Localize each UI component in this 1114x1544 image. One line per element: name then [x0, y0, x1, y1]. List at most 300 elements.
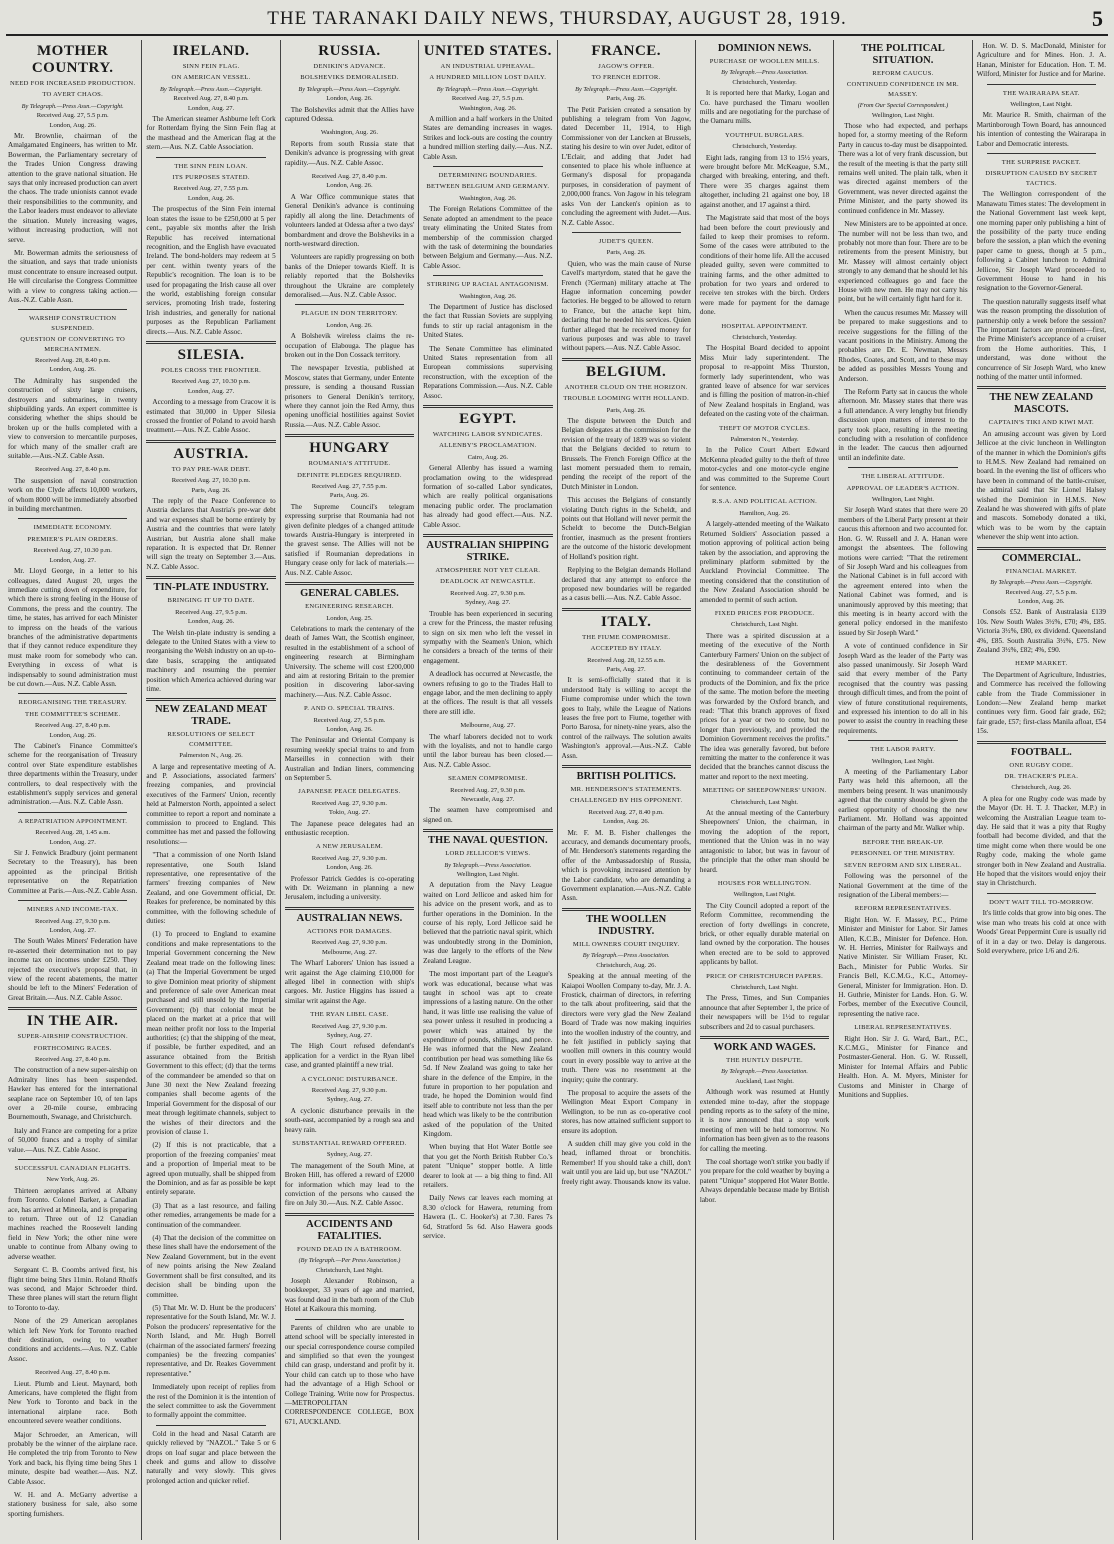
paragraph: Quien, who was the main cause of Nurse Cavell's martyrdom, stated that he gave the French (?German) military attache at The Hague information concerning powder factories. He begged to be allowed to return to France, but the attache kept him, declaring that he needed his services. Quien further alleged that he received money for various purposes and was able to travel without papers.—Aus. N.Z. Cable Assoc.	[561, 259, 691, 353]
double-rule-divider	[146, 440, 275, 443]
paragraph: (1) To proceed to England to examine conditions and make representations to the Imperial Government concerning the New Zealand meat trade on the following lines: (a) That the Imperial Government be urged to give Dominion meat priority of shipment and preference of sale over American meat purchased and still unsold by the Imperial Government; (b) that colonial meat be placed on the market at a price that will mean neither profit nor loss to the Imperial authorities; (c) that the shipping of the meat, if possible, be further expedited, and an assurance obtained from the British Government to this effect; (d) that the terms of the commandeer be amended so that on June 30 next the New Zealand freezing companies shall become agents of the Imperial Government for the disposal of our meat through legitimate channels, subject to the wishes of their directors and the provision of clause 1.	[146, 930, 276, 1136]
received-line: London, Aug. 26.	[326, 864, 373, 872]
paragraph: A vote of continued confidence in Sir Joseph Ward as the leader of the Party was also passed unanimously. Sir Joseph Ward said that every member of the Party recognised that the country was passing through difficult times, and from the point of view of future constitutional requirements, and expressed his intention to do all in his power to assist the country in reaching these requirements.	[838, 642, 968, 735]
dateline: By Telegraph.—Press Association.	[721, 1068, 808, 1076]
columns	[4, 40, 1110, 1540]
double-rule-divider	[285, 1213, 414, 1216]
paragraph: A plea for one Rugby code was made by the Mayor (Dr. H. T. J. Thacker, M.P.) in welcoming the Australian League team to-day. He said that it was a pity that Rugby football had become divided, and that the time might come when there would be one Rugby code, making the whole game stronger both in New Zealand and Australia. He hoped that the visitors would enjoy their stay in Christchurch.	[976, 794, 1106, 888]
received-line: London, Aug. 27.	[187, 104, 235, 112]
subheadline: SINN FEIN FLAG.	[182, 63, 240, 70]
dateline: By Telegraph.—Press Assn.—Copyright.	[436, 85, 539, 93]
received-line: London, Aug. 27.	[49, 926, 96, 934]
rule-divider	[848, 740, 957, 741]
paragraph: The American steamer Ashburne left Cork for Rotterdam flying the Sinn Fein flag at the masthead and the American flag at the stern.—Aus. N.Z. Cable Association.	[146, 115, 276, 152]
subheadline: SUBSTANTIAL REWARD OFFERED.	[292, 1140, 407, 1147]
paragraph: Trouble has been experienced in securing a crew for the Princess, the master refusing to sign on six men who left the vessel in sympathy with the Seamen's Union, which he considers a breach of the terms of their engagement.	[423, 609, 553, 665]
subheadline: JAPANESE PEACE DELEGATES.	[298, 788, 401, 796]
paragraph: A Bolshevik wireless claims the re-occupation of Elabouga. The plague has broken out in the Don Cossack territory.	[284, 332, 415, 359]
received-line: Received Aug. 27, 9.30 p.m.	[311, 1086, 388, 1094]
paragraph: The dispute between the Dutch and Belgian delegates at the commission for the revision of the treaty of 1839 was so violent that the Belgians decided to return to Brussels. The French Foreign Office at the last moment persuaded them to remain, pending the receipt of the report of the Dutch Minister in London.	[561, 417, 691, 491]
headline: EGYPT.	[459, 411, 517, 427]
paragraph: The newspaper Izvestia, published at Moscow, states that Germany, under Entente pressure, is sending a thousand Russian prisoners to General Denikin's territory, where they cannot join the Red Army, thus opening unofficial hostilities against Soviet Russia.—Aus. N.Z. Cable Assoc.	[284, 364, 415, 429]
headline: HUNGARY	[309, 440, 390, 457]
column-6	[696, 40, 834, 1540]
received-line: Wellington, Last Night.	[1010, 101, 1073, 109]
received-line: Cairo, Aug. 26.	[467, 453, 509, 461]
dateline: By Telegraph.—Press Association.	[721, 69, 808, 77]
subheadline: ITS PURPOSES STATED.	[172, 174, 250, 182]
received-line: London, Aug. 26.	[49, 366, 96, 374]
paragraph: (5) That Mr. W. D. Hunt be the producers' representative for the South Island, Mr. W. J. Polson the producers' representative for the North Island, and Mr. Hugh Borrell (chairman of the associated farmers' freezing companies) be the freezing companies' representative, and Dr. Reakes Government representative."	[146, 1303, 276, 1378]
subheadline: THE FIUME COMPROMISE.	[582, 633, 671, 641]
rule-divider	[433, 166, 542, 167]
subheadline: DENIKIN'S ADVANCE.	[313, 63, 386, 70]
headline: DOMINION NEWS.	[717, 43, 812, 54]
paragraph: Right Hon. W. F. Massey, P.C., Prime Minister and Minister for Labor. Sir James Allen, K.C.B., Minister for Defence. Hon. W. H. Herries, Minister for Railways and Native Minister. Sir William Fraser, Kt. Bach., Minister for Public Works. Sir Francis Bell, K.C.M.G., K.C., Attorney-General, Minister for Immigration. Hon. D. H. Guthrie, Minister for Lands. Hon. G. W. Forbes, member of the Executive Council, representing the native race.	[838, 915, 968, 1018]
received-line: London, Aug. 26.	[49, 121, 96, 129]
rule-divider	[156, 1425, 265, 1426]
received-line: Sydney, Aug. 27.	[326, 1151, 373, 1159]
paragraph: The Magistrate said that most of the boys had been before the court previously and failed to keep their promises to reform. Some of the cases were attributed to the conditions of their home life. All the accused pleaded guilty, seven were committed to training farms, and the other admitted to probation for two years and ordered to receive ten strokes with the birch. Orders were made for payment for the damage done.	[699, 214, 830, 317]
subheadline: CAPTAIN'S TIKI AND KIWI MAT.	[988, 419, 1094, 427]
subheadline: ON AMERICAN VESSEL.	[171, 74, 251, 82]
paragraph: Volunteers are rapidly progressing on both banks of the Dnieper towards Kieff. It is reliably reported that the Bolsheviks throughout the Ukraine are completely demoralised.—Aus. N.Z. Cable Assoc.	[284, 253, 415, 299]
received-line: Christchurch, Last Night.	[731, 621, 799, 629]
rule-divider	[295, 1319, 404, 1320]
received-line: Received Aug. 27, 8.40 p.m.	[311, 173, 388, 181]
received-line: Received Aug. 27, 5.5 p.m.	[36, 112, 109, 120]
paragraph: The Wellington correspondent of the Manawatu Times states: The development in the National Government last week kept, one morning paper only publishing a hint of the possibility of the party truce ending before the session, a plan which the evening paper came to guess, though at 5 p.m., following a Cabinet luncheon to Admiral Jellicoe, Sir Joseph Ward proceeded to Government House to hand in his resignation to the Governor-General.	[976, 190, 1106, 293]
subheadline: BEFORE THE BREAK-UP.	[862, 838, 944, 846]
received-line: Received Aug. 28, 8.40 p.m.	[35, 356, 111, 364]
received-line: Sydney, Aug. 27.	[465, 599, 511, 607]
paragraph: It is reported here that Marky, Logan and Co. have purchased the Timaru woollen mills and are negotiating for the purchase of the Oamaru mills.	[699, 89, 830, 126]
subheadline: A REPATRIATION APPOINTMENT.	[18, 817, 128, 825]
subheadline: THE SINN FEIN LOAN.	[174, 162, 248, 170]
subheadline: REORGANISING THE TREASURY.	[18, 699, 127, 707]
received-line: London, Aug. 26.	[326, 95, 373, 103]
paragraph: A million and a half workers in the United States are demanding increases in wages. Strikes and lock-outs are costing the country a hundred million sterling daily.—Aus. N.Z. Cable Assn.	[423, 115, 553, 161]
paragraph: Those who had expected, and perhaps hoped for, a stormy meeting of the Reform Party in caucus to-day must be disappointed. There was a lot of very frank discussion, but the result of the meeting is that the party still remains well united. The plain talk, when it was directed against members of the Government, was never directed against the Prime Minister, and the party showed its continued confidence in Mr. Massey.	[838, 122, 968, 215]
headline: THE NAVAL QUESTION.	[428, 835, 548, 847]
paragraph: (2) If this is not practicable, that a proportion of the freezing companies' meat and a proportion of Imperial meat to be agreed upon mutually, shall be shipped from the Dominion, and as far as possible be kept entirely separate.	[146, 1141, 276, 1197]
double-rule-divider	[423, 405, 552, 408]
subheadline: PREMIER'S PLAIN ORDERS.	[27, 535, 119, 543]
subheadline: DISRUPTION CAUSED BY SECRET TACTICS.	[985, 170, 1098, 187]
subheadline: A NEW JERUSALEM.	[315, 843, 383, 851]
headline: UNITED STATES.	[423, 43, 552, 59]
paragraph: Replying to the Belgian demands Holland declared that any attempt to enforce the proposed new boundaries will be regarded as a casus belli.—Aus. N.Z. Cable Assoc.	[561, 566, 691, 603]
headline: RUSSIA.	[318, 43, 381, 59]
received-line: Wellington, Last Night.	[871, 757, 934, 765]
subheadline: ROUMANIA'S ATTITUDE.	[308, 460, 391, 468]
subheadline: WATCHING LABOR SYNDICATES.	[432, 431, 543, 438]
received-line: Received Aug. 27, 9.5 p.m.	[175, 608, 248, 616]
received-line: Washington, Aug. 26.	[320, 129, 379, 137]
double-rule-divider	[977, 741, 1106, 744]
paragraph: The Cabinet's Finance Committee's scheme for the reorganisation of Treasury control over State expenditure establishes three departments within the Treasury, under controllers, to deal respectively with the establishment's supply services and general administration.—Aus. N.Z. Cable Assn.	[8, 742, 138, 807]
headline: WORK AND WAGES.	[713, 1042, 816, 1053]
subheadline: YOUTHFUL BURGLARS.	[724, 131, 805, 139]
subheadline: PLAGUE IN DON TERRITORY.	[301, 310, 398, 318]
subheadline: TROUBLE LOOMING WITH HOLLAND.	[563, 395, 690, 403]
received-line: Received Aug. 27, 9.30 p.m.	[311, 939, 388, 947]
received-line: Washington, Aug. 26.	[459, 104, 517, 112]
received-line: Melbourne, Aug. 27.	[322, 948, 377, 956]
paragraph: It's little colds that grow into big ones. The wise man who treats his cold at once with Woods' Great Peppermint Cure is usually rid of it in a day or two. Delay is dangerous. Sold everywhere, price 1/6 and 2/6.	[976, 909, 1106, 955]
double-rule-divider	[977, 386, 1106, 389]
received-line: London, Aug. 26.	[49, 731, 96, 739]
dateline: (From Our Special Correspondent.)	[857, 102, 949, 110]
subheadline: MEETING OF SHEEPOWNERS' UNION.	[702, 787, 827, 795]
received-line: Received Aug. 27, 8.40 p.m.	[35, 1055, 111, 1063]
received-line: London, Aug. 26.	[326, 182, 373, 190]
headline: AUSTRIA.	[173, 445, 249, 462]
dateline: By Telegraph.—Press Assn.—Copyright.	[160, 85, 263, 93]
paragraph: The reply of the Peace Conference to Austria declares that Austria's pre-war debt and war expenses shall be borne entirely by Austria and the countries that were lately Austrian, but Austria alone shall make reparation. It is expected that Dr. Renner will sign the treaty on September 3.—Aus. N.Z. Cable Assoc.	[146, 497, 276, 571]
paragraph: The management of the South Mine, at Broken Hill, has offered a reward of £2000 for information which may lead to the conviction of the persons who caused the fire on July 30.—Aus. N.Z. Cable Assoc.	[284, 1161, 415, 1208]
received-line: Palmerston N., Yesterday.	[730, 436, 799, 444]
received-line: Wellington, Last Night.	[456, 871, 519, 879]
received-line: Christchurch, Aug. 26.	[1011, 784, 1072, 792]
subheadline: NEED FOR INCREASED PRODUCTION.	[9, 80, 136, 87]
headline: TIN-PLATE INDUSTRY.	[153, 582, 269, 594]
paragraph: (3) That as a last resource, and failing other remedies, arrangements be made for a continuation of the commandeer.	[146, 1201, 276, 1229]
paragraph: A meeting of the Parliamentary Labor Party was held this afternoon, all the members being present. It was unanimously agreed that the country should be given the earliest opportunity of choosing the new Parliament. Mr. Holland was appointed chairman of the party and Mr. Walker whip.	[838, 768, 968, 833]
subheadline: THEFT OF MOTOR CYCLES.	[719, 424, 811, 432]
paragraph: Cold in the head and Nasal Catarrh are quickly relieved by "NAZOL." Take 5 or 6 drops on loaf sugar and place between the cheek and gums and allow to dissolve naturally and very slowly. This gives prolonged action and quicker relief.	[146, 1429, 276, 1485]
masthead	[6, 4, 1108, 36]
paragraph: Mr. Maurice R. Smith, chairman of the Martinborough Town Board, has announced his intention of contesting the Wairarapa in Labor and Democratic interests.	[976, 111, 1106, 148]
double-rule-divider	[146, 341, 275, 344]
rule-divider	[18, 693, 127, 694]
paragraph: An amusing account was given by Lord Jellicoe at the civic luncheon in Wellington of the manner in which the Dominion's gifts to H.M.S. New Zealand had remained on board. In the evening the list of officers who have been in command of the battle-cruiser, the admiral said that Sir Lionel Halsey wished the Dominion in H.M.S. New Zealand he was showered with gifts of plate and mascots. Somebody donated a tiki, which was to be worn by the captain whenever the ship went into action.	[976, 429, 1106, 542]
paragraph: Right Hon. Sir J. G. Ward, Bart., P.C., K.C.M.G., Minister for Finance and Postmaster-General. Hon. G. W. Russell, Minister for Internal Affairs and Public Health. Hon. A. M. Myers, Minister for Customs and Minister in Charge of Munitions and Supplies.	[838, 1034, 968, 1100]
subheadline: SUCCESSFUL CANADIAN FLIGHTS.	[14, 1165, 131, 1173]
subheadline: DETERMINING BOUNDARIES.	[438, 172, 538, 180]
headline: BRITISH POLITICS.	[576, 771, 676, 782]
rule-divider	[433, 275, 542, 276]
subheadline: THE COMMITTEE'S SCHEME.	[24, 710, 121, 718]
paragraph: Although work was resumed at Huntly extended mine to-day, after the stoppage pending reports as to the safety of the mine, it is now announced that a stop work meeting of men will be held tomorrow. No information has been given as to the reasons for calling the meeting.	[699, 1088, 830, 1153]
dateline: By Telegraph.—Press Assn.—Copyright.	[21, 102, 124, 110]
subheadline: JUDET'S QUEEN.	[598, 237, 654, 245]
paragraph: Lieut. Plumb and Lieut. Maynard, both Americans, have completed the flight from New York to Toronto and back in the international airplane race. Both encountered severe weather conditions.	[8, 1379, 138, 1426]
subheadline: HOUSES FOR WELLINGTON.	[717, 879, 812, 887]
rule-divider	[987, 893, 1096, 894]
headline: SILESIA.	[177, 346, 245, 363]
double-rule-divider	[146, 576, 275, 579]
subheadline: ALLENBY'S PROCLAMATION.	[439, 442, 537, 450]
received-line: Auckland, Last Night.	[735, 1077, 794, 1085]
received-line: Received Aug. 27, 5.5 p.m.	[1005, 588, 1078, 596]
double-rule-divider	[562, 765, 691, 768]
paragraph: Hon. W. D. S. MacDonald, Minister for Agriculture and for Mines. Hon. J. A. Hanan, Minister for Education. Hon. T. M. Wilford, Minister for Justice and for Marine.	[976, 42, 1106, 79]
paragraph: The Department of Agriculture, Industries, and Commerce has received the following cable from the Trade Commissioner in London:—New Zealand hemp market continues very firm. Good fair grade, £62; fair grade, £57; first-class Manila afloat, £54 15s.	[976, 670, 1106, 736]
received-line: Washington, Aug. 26.	[459, 194, 517, 202]
paragraph: At the annual meeting of the Canterbury Sheepowners' Union, the chairman, in moving the adoption of the report, mentioned that the Union was in no way antagonistic to labor, but was in favour of the principle that the other man should be heard.	[699, 809, 830, 874]
subheadline: SEVEN REFORM AND SIX LIBERAL.	[844, 861, 962, 869]
paragraph: A deputation from the Navy League waited on Lord Jellicoe and asked him for his advice on the present work, and as to further operations in the Dominion. In the course of his reply, Lord Jellicoe said he believed that the patriotic naval spirit, which was undoubtedly strong in the Dominion, was due largely to the efforts of the New Zealand League.	[423, 881, 553, 965]
paragraph: New Ministers are to be appointed at once. The number will not be less than two, and probably not more than four. There are to be retirements from the present Ministry, but Mr. Massey will almost certainly object strongly to any demand that he should let his experienced colleagues go and face the House with new men. He may not carry his point, but he will certainly fight hard for it.	[838, 220, 968, 304]
subheadline: TO AVERT CHAOS.	[42, 91, 104, 99]
subheadline: WARSHIP CONSTRUCTION SUSPENDED.	[29, 315, 117, 332]
paragraph: Eight lads, ranging from 13 to 15½ years, were brought before Mr. McKeague, S.M., charged with breaking, entering, and theft. There were 35 charges against them altogether, including 21 against one boy, 18 against another, and 17 against a third.	[699, 153, 830, 209]
received-line: Palmerston N., Aug. 26.	[179, 752, 243, 760]
subheadline: THE WAIRARAPA SEAT.	[1002, 89, 1080, 97]
subheadline: BOLSHEVIKS DEMORALISED.	[300, 74, 399, 82]
subheadline: FIXED PRICES FOR PRODUCE.	[714, 609, 815, 617]
dateline: By Telegraph.—Press Assn.—Copyright.	[990, 579, 1093, 587]
received-line: Received Aug. 27, 9.30 p.m.	[35, 917, 111, 925]
rule-divider	[572, 232, 681, 233]
received-line: Received Aug. 27, 7.55 p.m.	[311, 483, 388, 491]
received-line: Received Aug. 27, 9.30 p.m.	[450, 589, 526, 597]
received-line: Wellington, Last Night.	[733, 891, 796, 899]
received-line: Received Aug. 27, 7.55 p.m.	[173, 185, 249, 193]
subheadline: ATMOSPHERE NOT YET CLEAR.	[435, 567, 541, 575]
headline: IN THE AIR.	[26, 1013, 119, 1030]
received-line: Wellington, Last Night.	[871, 111, 934, 119]
headline: BELGIUM.	[586, 363, 667, 380]
paragraph: The City Council adopted a report of the Reform Committee, recommending the erection of forty dwellings in concrete, brick, or other equally durable material on land owned by the corporation. The houses when erected are to be sold to approved applicants by ballot.	[699, 901, 830, 967]
paragraph: According to a message from Cracow it is estimated that 30,000 in Upper Silesia crossed the frontier of Poland to avoid harsh treatment.—Aus. N.Z. Cable Assoc.	[146, 398, 276, 435]
paragraph: The Admiralty has suspended the construction of sixty large cruisers, destroyers and submarines, in twenty shipbuilding yards. An expert committee is considering whether the ships should be broken up or the hulls completed with a view to conversion to mercantile purposes, for which many of the smaller craft are suitable.—Aus.-N.Z. Cable Assn.	[8, 376, 138, 461]
paragraph: The South Wales Miners' Federation have re-asserted their determination not to pay income tax on incomes under £250. They rejected the executive's proposal that, in view of the recent abatements, the matter should be left to the Miners' Federation of Great Britain.—Aus. N.Z. Cable Assoc.	[8, 937, 138, 1002]
paragraph: Italy and France are competing for a prize of 50,000 francs and a trophy of similar value.—Aus. N.Z. Cable Assoc.	[8, 1126, 138, 1154]
subheadline: FINANCIAL MARKET.	[1005, 567, 1077, 575]
subheadline: ENGINEERING RESEARCH.	[305, 603, 394, 611]
paragraph: The coal shortage won't strike you badly if you prepare for the cold weather by buying a patent "Unique" stoppered Hot Water Bottle. Always dependable because made by British labor.	[699, 1158, 830, 1204]
received-line: Received Aug. 28, 12.55 a.m.	[587, 656, 666, 664]
dateline: By Telegraph.—Press Assn.—Copyright.	[298, 85, 401, 93]
paragraph: The High Court refused defendant's application for a verdict in the Ryan libel case, and granted plaintiff a new trial.	[284, 1042, 415, 1070]
double-rule-divider	[285, 434, 414, 437]
paragraph: A cyclonic disturbance prevails in the south-east, accompanied by a rough sea and heavy rain.	[284, 1106, 415, 1134]
received-line: Received Aug. 27, 9.30 p.m.	[311, 854, 388, 862]
dateline: By Telegraph.—Press Assn.—Copyright.	[575, 85, 678, 93]
dateline: By Telegraph.—Press Association.	[444, 861, 532, 869]
headline: AUSTRALIAN NEWS.	[296, 912, 403, 924]
received-line: Received Aug. 27, 8.40 p.m.	[588, 808, 664, 816]
rule-divider	[18, 812, 127, 813]
paragraph: The prospectus of the Sinn Fein internal loan states the issue to be £250,000 at 5 per cent., payable six months after the Irish Republic has received international recognition, and the English have evacuated Ireland. The bond-holders may redeem at 5 per cent. within twenty years of the Republic's recognition. The loan is to be used for propagating the Irish cause all over the world, establishing foreign consular services, promoting Irish trade, fostering Irish industries, and generally for national purposes as the Republican Parliament directs.—Aus. N.Z. Cable Assoc.	[146, 205, 276, 336]
received-line: Sydney, Aug. 27.	[326, 1096, 373, 1104]
received-line: Received Aug. 27, 10.30 p.m.	[171, 477, 251, 485]
received-line: Paris, Aug. 27.	[606, 665, 646, 673]
paragraph: Celebrations to mark the centenary of the death of James Watt, the Scottish engineer, resulted in the establishment of a school of engineering research at Birmingham University. The scheme will cost £200,000 and aim at restoring Britain to the premier position in discovering labor-saving machinery.—Aus. N.Z. Cable Assoc.	[284, 624, 415, 699]
subheadline: IMMEDIATE ECONOMY.	[33, 524, 112, 532]
column-3	[281, 40, 419, 1540]
subheadline: MR. HENDERSON'S STATEMENTS.	[570, 786, 682, 793]
received-line: Christchurch, Last Night.	[731, 798, 799, 806]
subheadline: PURCHASE OF WOOLLEN MILLS.	[709, 58, 820, 65]
double-rule-divider	[562, 608, 691, 611]
received-line: Paris, Aug. 26.	[329, 492, 369, 500]
paragraph: The Department of Justice has disclosed the fact that Russian Soviets are supplying funds to stir up racial antagonism in the United States.	[423, 302, 553, 340]
subheadline: PRICE OF CHRISTCHURCH PAPERS.	[706, 972, 824, 980]
subheadline: ANOTHER CLOUD ON THE HORIZON.	[564, 383, 688, 391]
received-line: Christchurch, Yesterday.	[732, 143, 797, 151]
subheadline: DEFINITE PLEDGES REQUIRED.	[297, 471, 402, 479]
paragraph: A sudden chill may give you cold in the head, inflamed throat or bronchitis. Remember! If you should take a chill, don't wait until you are laid up, but use "NAZOL" freely right away. Thousands know its value.	[561, 1140, 691, 1186]
subheadline: JAGOW'S OFFER.	[598, 63, 655, 70]
subheadline: REFORM CAUCUS.	[872, 70, 934, 77]
subheadline: POLES CROSS THE FRONTIER.	[161, 366, 262, 374]
rule-divider	[18, 1159, 127, 1160]
subheadline: THE LABOR PARTY.	[870, 746, 936, 754]
paragraph: The Bolsheviks admit that the Allies have captured Odessa.	[284, 105, 415, 124]
paragraph: Thirteen aeroplanes arrived at Albany from Toronto. Colonel Barker, a Canadian ace, has arrived at Mineola, and is preparing to return. Three out of 12 Canadian machines reached the Roosevelt landing field in New York; the other nine were unable to continue from Albany owing to adverse weather.	[8, 1186, 138, 1261]
received-line: London, Aug. 26.	[603, 818, 650, 826]
subheadline: SEAMEN COMPROMISE.	[448, 775, 528, 783]
column-7	[834, 40, 972, 1540]
rule-divider	[848, 467, 957, 468]
received-line: Received Aug. 27, 9.30 p.m.	[311, 799, 388, 807]
received-line: Received Aug. 27, 10.30 p.m.	[33, 547, 112, 555]
paragraph: Major Schroeder, an American, will probably be the winner of the airplane race. He completed the trip from Toronto to New York and back, his flying time being 5hrs 1 minute, despite bad weather.—Aus. N.Z. Cable Assoc.	[8, 1430, 138, 1486]
received-line: New York, Aug. 26.	[46, 1176, 99, 1184]
received-line: Paris, Aug. 26.	[606, 249, 646, 257]
double-rule-divider	[562, 358, 691, 361]
subheadline: MILL OWNERS COURT INQUIRY.	[572, 940, 680, 948]
paragraph: In the Police Court Albert Edward McKenna pleaded guilty to the theft of three motor-cycles and one motor-cycle engine and was committed to the Supreme Court for sentence.	[699, 446, 830, 493]
received-line: Hamilton, Aug. 26.	[739, 509, 790, 517]
paragraph: The Supreme Council's telegram expressing surprise that Roumania had not given definite pledges of a changed attitude towards Austria-Hungary is interpreted in the gravest sense. The Allies will not be satisfied if Roumanian depredations in Hungary cease only for lack of materials.—Aus. N.Z. Cable Assoc.	[284, 502, 415, 577]
paragraph: The wharf laborers decided not to work with the loyalists, and not to handle cargo until the labor bureau has been closed.—Aus. N.Z. Cable Assoc.	[423, 732, 553, 769]
headline: NEW ZEALAND MEAT TRADE.	[154, 704, 268, 728]
received-line: London, Aug. 27.	[49, 556, 96, 564]
received-line: Christchurch, Last Night.	[315, 1266, 383, 1274]
subheadline: ACTIONS FOR DAMAGES.	[306, 927, 392, 935]
subheadline: BRINGING IT UP TO DATE.	[167, 597, 255, 605]
received-line: London, Aug. 26.	[326, 725, 373, 733]
page-number: 5	[1092, 6, 1104, 31]
rule-divider	[987, 84, 1096, 85]
subheadline: CONTINUED CONFIDENCE IN MR. MASSEY.	[846, 81, 959, 98]
paragraph: (4) That the decision of the committee on these lines shall have the endorsement of the New Zealand Government, but in the event of new points arising the New Zealand Government shall be first consulted, and its decision shall be binding upon the committee.	[146, 1234, 276, 1299]
received-line: Sydney, Aug. 27.	[326, 1031, 373, 1039]
received-line: Christchurch, Yesterday.	[732, 333, 797, 341]
paragraph: Mr. Bowerman admits the seriousness of the situation, and says that trade unionists must concentrate to ensure increased output. He will circularise the Congress Committee with a view to congress taking action.—Aus.-N.Z. Cable Assn.	[8, 248, 138, 304]
subheadline: P. AND O. SPECIAL TRAINS.	[304, 705, 395, 713]
received-line: Received Aug. 27, 8.40 p.m.	[173, 95, 249, 103]
double-rule-divider	[700, 1036, 829, 1039]
received-line: London, Aug. 26.	[326, 321, 373, 329]
received-line: Melbourne, Aug. 27.	[460, 722, 516, 730]
headline: IRELAND.	[172, 43, 250, 59]
rule-divider	[18, 309, 127, 310]
received-line: Wellington, Last Night.	[871, 496, 934, 504]
paragraph: The suspension of naval construction work on the Clyde affects 10,000 workers, of whom 8000 will be immediately absorbed in building merchantmen.	[8, 476, 138, 514]
dateline: By Telegraph.—Press Association.	[582, 952, 670, 960]
received-line: Christchurch, Last Night.	[731, 983, 799, 991]
paragraph: The Foreign Relations Committee of the Senate adopted an amendment to the peace treaty eliminating the United States from membership of the commission charged with the task of determining the boundaries between Belgium and Germany.—Aus. N.Z. Cable Assoc.	[423, 205, 553, 270]
subheadline: THE HUNTLY DISPUTE.	[726, 1057, 803, 1064]
headline: MOTHER COUNTRY.	[31, 43, 114, 76]
received-line: London, Aug. 27.	[49, 838, 96, 846]
paragraph: Sir Joseph Ward states that there were 20 members of the Liberal Party present at their caucus this afternoon and two accounted for. Hon. G. W. Russell and J. A. Hanan were amongst the absentees. The following motions were carried: "That the retirement of Sir Joseph Ward and his colleagues from the National Cabinet is in full accord with the agreement entered into when the National Cabinet was formed, and is unanimously approved by this meeting; that this meeting is in hearty accord with the general policy endorsed in the manifesto issued by Sir Joseph Ward."	[838, 506, 968, 637]
paragraph: Joseph Alexander Robinson, a bookkeeper, 33 years of age and married, was found dead in the bath room of the Club Hotel at Kaikoura this morning.	[284, 1277, 415, 1314]
double-rule-divider	[285, 582, 414, 585]
paragraph: Parents of children who are unable to attend school will be specially interested in our special correspondence course compiled and simplified so that even the youngest child can grasp, understand and profit by it. Your child can catch up to those who have had the advantage of a High School or College Training. Write now for Prospectus.—METROPOLITAN CORRESPONDENCE COLLEGE, BOX 671, AUCKLAND.	[284, 1323, 415, 1426]
subheadline: THE RYAN LIBEL CASE.	[310, 1011, 389, 1019]
double-rule-divider	[423, 534, 552, 537]
paragraph: The Hospital Board decided to appoint Miss Muir lady superintendent. The proposal to re-appoint Miss Thurston, formerly lady superintendent, who was granted leave of absence for war services and is filling the position of matron-in-chief of New Zealand hospitals in England, was defeated on the casting vote of the chairman.	[699, 344, 830, 419]
subheadline: LORD JELLICOE'S VIEWS.	[445, 850, 531, 858]
paragraph: The proposal to acquire the assets of the Wellington Meat Export Company in Wellington, to be run as co-operative cool stores, has now attained sufficient support to ensure its adoption.	[561, 1088, 691, 1135]
headline: FOOTBALL.	[1010, 746, 1072, 758]
paragraph: When the caucus resumes Mr. Massey will be prepared to make suggestions and to receive suggestions for the filling of the vacant positions in the Ministry. Among the probables are Dr. E. Newman, Messrs Rhodes, Coates, and Scott, and to these may be added as possibles Messrs Young and Anderson.	[838, 308, 968, 383]
paragraph: Mr. Lloyd George, in a letter to his colleagues, dated August 20, urges the immediate cutting down of expenditure, for which there is strong feeling in the House of Commons, the press and the country. The time, he states, has arrived for each Minister to impress on the heads of the various branches of the administrative departments that if they cannot reduce expenditure they must make room for somebody who can. Everything in excess of what is indispensably to sound administration must be cut down.—Aus. N.Z. Cable Assn.	[8, 567, 138, 688]
subheadline: DR. THACKER'S PLEA.	[1004, 773, 1079, 780]
subheadline: A CYCLONIC DISTURBANCE.	[301, 1075, 398, 1083]
double-rule-divider	[977, 547, 1106, 550]
rule-divider	[156, 157, 265, 158]
received-line: London, Aug. 26.	[187, 618, 235, 626]
headline: AUSTRALIAN SHIPPING STRIKE.	[426, 540, 550, 564]
headline: THE POLITICAL SITUATION.	[861, 43, 945, 66]
paragraph: Speaking at the annual meeting of the Kaiapoi Woollen Company to-day, Mr. J. A. Frostick, chairman of directors, in referring to the talk about profiteering, said that the directors were very glad the New Zealand Board of Trade was now making inquiries into the woollen industry of the country, and he felt justified in publicly saying that woollen mill owners in this country would court in every possible way to arrive at the truth. There was no resentment at the inquiry; quite the contrary.	[561, 972, 691, 1084]
subheadline: TO FRENCH EDITOR.	[591, 74, 661, 82]
received-line: Paris, Aug. 26.	[191, 486, 231, 494]
paragraph: Daily News car leaves each morning at 8.30 o'clock for Hawera, returning from Hawera (L. C. Hooker's) at 7.30. Fares 7s 6d, Stratford 5s 6d. Also Hawera goods service.	[423, 1194, 553, 1241]
headline: FRANCE.	[591, 43, 662, 59]
received-line: Newcastle, Aug. 27.	[461, 796, 515, 803]
received-line: London, Aug. 26.	[187, 194, 235, 202]
headline: THE NEW ZEALAND MASCOTS.	[989, 392, 1094, 416]
paragraph: Sir J. Fenwick Bradbury (joint permanent Secretary to the Treasury), has been appointed as the principal British representative on the Repatriation Committee at Paris.—Aus.-N.Z. Cable Assn.	[8, 849, 138, 895]
column-4	[419, 40, 557, 1540]
paragraph: The Japanese peace delegates had an enthusiastic reception.	[284, 819, 415, 838]
paragraph: Professor Patrick Geddes is co-operating with Dr. Weizmann in planning a new Jerusalem, including a university.	[284, 874, 415, 902]
subheadline: ONE RUGBY CODE.	[1009, 761, 1074, 769]
paragraph: Immediately upon receipt of replies from the rest of the Dominion it is the intention of the select committee to ask the Government to formally appoint the committee.	[146, 1383, 276, 1420]
paragraph: Mr. F. M. B. Fisher challenges the accuracy, and demands documentary proofs, of Mr. Henderson's statements regarding the offer of the Ambassadorship of Russia, which is provoking increased attention by the Labor candidate, who are demanding a Government explanation.—Aus.-N.Z. Cable Assn.	[561, 828, 691, 903]
paragraph: The Wharf Laborers' Union has issued a writ against the Age claiming £10,000 for alleged libel in connection with ship's cargoes. Mr. Justice Higgins has issued a similar writ against the Age.	[284, 959, 415, 1005]
paragraph: W. H. and A. McGarry advertise a stationery business for sale, also some sporting furnishers.	[8, 1491, 138, 1518]
subheadline: RESOLUTIONS OF SELECT COMMITTEE.	[167, 731, 255, 748]
received-line: Received Aug. 27, 10.30 p.m.	[171, 378, 251, 386]
paragraph: The Peninsular and Oriental Company is resuming weekly special trains to and from Marseilles in connection with their Australian and Indian liners, commencing on September 5.	[284, 736, 415, 782]
paragraph: A largely-attended meeting of the Waikato Returned Soldiers' Association passed a motion approving of political action being taken by the association, and approving the preliminary platform submitted by the Auckland Provincial Committee. The meeting considered that the constitution of the New Zealand Association should be amended to permit of such action.	[699, 520, 830, 604]
double-rule-divider	[146, 698, 275, 701]
paragraph: There was a spirited discussion at a meeting of the executive of the North Canterbury Farmers' Union on the subject of the desirableness of the Government continuing to commandeer certain of the products of the Dominion, and fix the price of the same. The motion before the meeting was forwarded by the Oxford branch, and read: "That this branch approves of fixed prices for a year or two to come, but no longer than previously, and provided the Dominion Government receives the profits." The idea was generally favored, but before remitting the matter to the conference it was decided that the branches cannot discuss the matter and report to the next meeting.	[699, 631, 830, 781]
paragraph: The Reform Party sat in caucus the whole afternoon. Mr. Massey states that there was a full attendance. A very lengthy but friendly discussion upon matters of interest to the party took place, resulting in the meeting concluding with a resolution of confidence in the leader. The caucus then adjourned until an indefinite date.	[838, 388, 968, 462]
received-line: Washington, Aug. 26.	[459, 292, 517, 300]
paragraph: Mr. Brownlie, chairman of the Amalgamated Engineers, has written to Mr. Bowerman, the Parliamentary secretary of the Trades Union Congress drawing attention to the grave national situation. He says that only increased production can avert the chaos. The trade unionists cannot evade their responsibilities to the community, and the Labor leaders must endeavor to alleviate the situation. Mutely increasing wages, without increasing production, will not serve.	[8, 132, 138, 244]
paragraph: A deadlock has occurred at Newcastle, the owners refusing to go to the Trades Hall to engage labor, and the men declining to apply at the offices. The result is that all vessels there are still idle.	[423, 670, 553, 716]
subheadline: A HUNDRED MILLION LOST DAILY.	[429, 74, 547, 82]
column-1	[4, 40, 142, 1540]
paragraph: When buying that Hot Water Bottle see that you get the North British Rubber Co.'s patent "Unique" stopper bottle. A little dearer to look at — a big thing to find. All retailers.	[423, 1143, 553, 1190]
subheadline: HEMP MARKET.	[1015, 660, 1068, 668]
subheadline: REFORM REPRESENTATIVES.	[854, 905, 952, 913]
received-line: Received Aug. 27, 8.40 p.m.	[35, 1369, 111, 1377]
paragraph: Reports from south Russia state that Denikin's advance is progressing with great rapidity.—Aus. N.Z. Cable Assoc.	[284, 139, 415, 167]
received-line: London, Aug. 25.	[326, 614, 373, 622]
subheadline: FORTHCOMING RACES.	[33, 1044, 112, 1052]
received-line: Received Aug. 27, 8.40 p.m.	[35, 466, 111, 474]
double-rule-divider	[285, 907, 414, 910]
subheadline: BETWEEN BELGIUM AND GERMANY.	[426, 183, 550, 191]
headline: GENERAL CABLES.	[300, 588, 399, 600]
paragraph: The Press, Times, and Sun Companies announce that after September 1, the price of their newspapers will be 1½d to regular subscribers and 2d to casual purchasers.	[699, 994, 830, 1031]
paragraph: It is semi-officially stated that it is understood Italy is willing to accept the Fiume compromise under which the town goes to Italy, while the League of Nations leases the free port to Fiume, together with Porto Barosa, for ninety-nine years, also the control of the railways. The solution awaits Washington's approval.—Aus.-N.Z. Cable Assn.	[561, 676, 691, 760]
subheadline: SUPER-AIRSHIP CONSTRUCTION.	[17, 1033, 128, 1041]
received-line: Received Aug. 28, 1.45 a.m.	[35, 829, 111, 837]
rule-divider	[18, 900, 127, 901]
